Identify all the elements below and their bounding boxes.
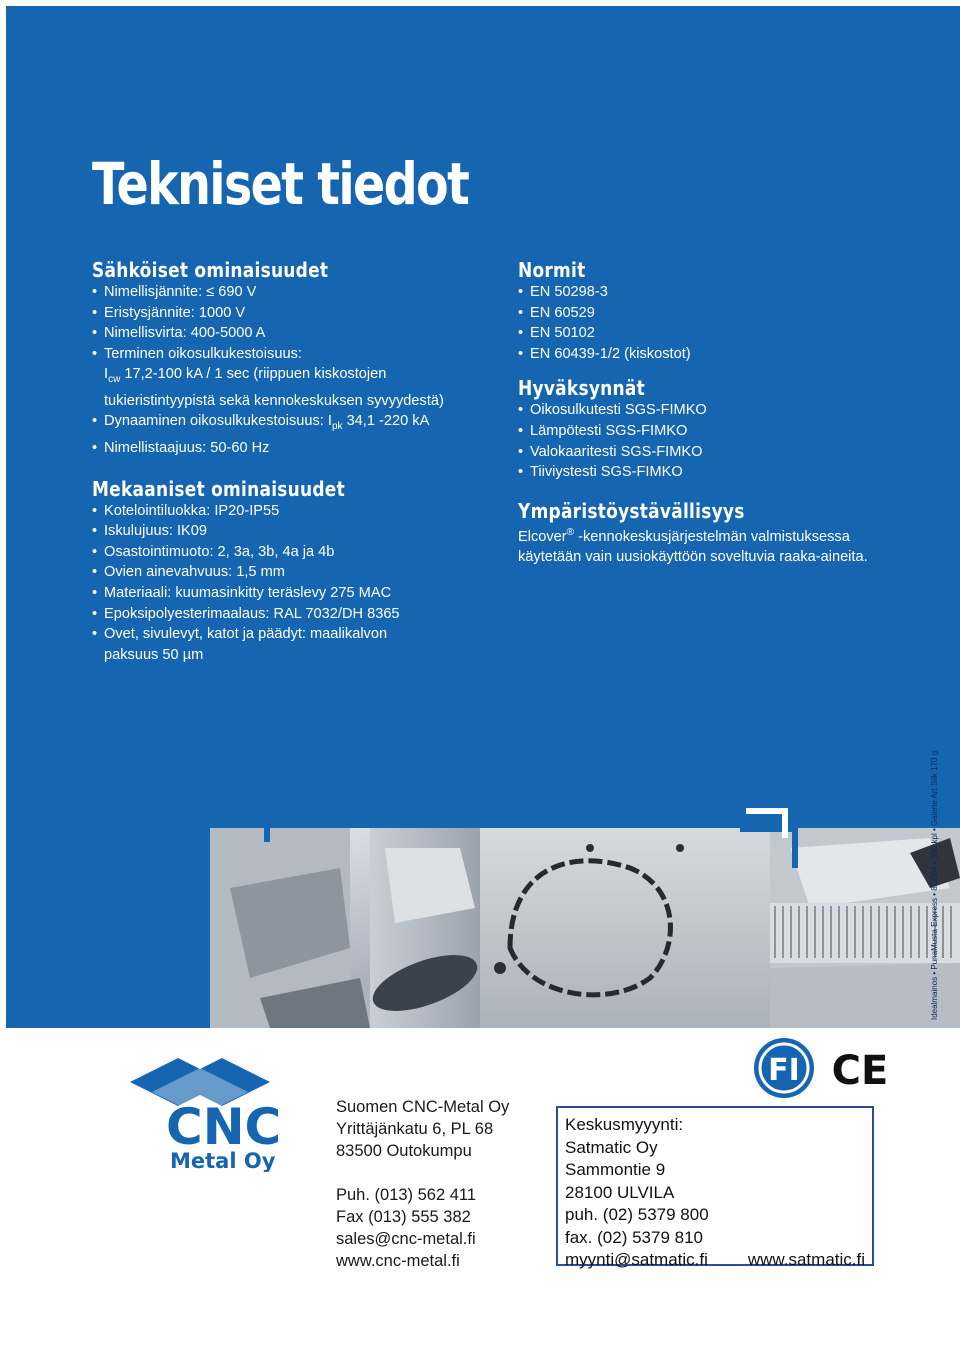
icw-text: 17,2-100 kA / 1 sec (riippuen kiskostojen bbox=[120, 366, 387, 383]
fi-mark-text: FI bbox=[768, 1053, 800, 1088]
mechanical-list bbox=[92, 501, 502, 645]
environment-heading: Ympäristöystävällisyys bbox=[518, 498, 745, 523]
dealer-fax: fax. (02) 5379 810 bbox=[565, 1227, 703, 1247]
corner-bracket bbox=[746, 808, 788, 838]
list-item: • Lämpötesti SGS-FIMKO bbox=[518, 421, 918, 442]
spacer bbox=[92, 459, 502, 477]
list-item: • Eristysjännite: 1000 V bbox=[92, 303, 502, 324]
spacer bbox=[518, 483, 918, 499]
electrical-heading: Sähköiset ominaisuudet bbox=[92, 258, 329, 282]
dynamic-suffix: 34,1 -220 kA bbox=[342, 413, 430, 430]
logo-metal-text: Metal Oy bbox=[170, 1149, 276, 1172]
approvals-list bbox=[518, 400, 918, 482]
logo-cnc-text: CNC bbox=[166, 1098, 282, 1156]
list-item: • Terminen oikosulkukestoisuus: bbox=[92, 344, 502, 365]
registered-mark: ® bbox=[566, 526, 575, 538]
icw-line-2: tukieristintyypistä sekä kennokeskuksen syvyydestä) bbox=[104, 392, 444, 409]
list-item: • Epoksipolyesterimaalaus: RAL 7032/DH 8365 bbox=[92, 604, 502, 625]
icw-line bbox=[92, 364, 502, 391]
list-item: • Materiaali: kuumasinkitty teräslevy 275 MAC bbox=[92, 583, 502, 604]
company-street: Yrittäjänkatu 6, PL 68 bbox=[336, 1120, 494, 1138]
environment-text-line-1 bbox=[518, 523, 918, 547]
approvals-heading: Hyväksynnät bbox=[518, 376, 645, 401]
list-item: • Ovien ainevahvuus: 1,5 mm bbox=[92, 562, 502, 583]
certification-graphic bbox=[752, 1036, 892, 1100]
ce-mark-text: CE bbox=[831, 1048, 889, 1094]
list-item: • Osastointimuoto: 2, 3a, 3b, 4a ja 4b bbox=[92, 542, 502, 563]
cnc-logo-graphic bbox=[118, 1052, 318, 1172]
electrical-list bbox=[92, 282, 502, 364]
electrical-list-cont bbox=[92, 411, 502, 458]
list-item: • Valokaaritesti SGS-FIMKO bbox=[518, 442, 918, 463]
list-item: • EN 50102 bbox=[518, 323, 918, 344]
list-item: • EN 60439-1/2 (kiskostot) bbox=[518, 344, 918, 365]
dealer-website[interactable]: www.satmatic.fi bbox=[747, 1250, 865, 1269]
spacer bbox=[518, 364, 918, 376]
list-item: • Tiiviystesti SGS-FIMKO bbox=[518, 462, 918, 483]
right-spec-column bbox=[518, 258, 918, 568]
dealer-label: Keskusmyyynti: bbox=[565, 1115, 684, 1134]
list-item: • Ovet, sivulevyt, katot ja päädyt: maalikalvon bbox=[92, 624, 502, 645]
environment-text: -kennokeskusjärjestelmän valmistuksessa bbox=[574, 528, 850, 545]
list-item: • EN 60529 bbox=[518, 303, 918, 324]
dynamic-prefix: Dynaaminen oikosulkukestoisuus: I bbox=[104, 413, 332, 430]
company-email[interactable]: sales@cnc-metal.fi bbox=[336, 1230, 476, 1248]
company-fax: Fax (013) 555 382 bbox=[336, 1208, 471, 1226]
company-phone: Puh. (013) 562 411 bbox=[336, 1186, 477, 1204]
list-item-continuation: paksuus 50 µm bbox=[104, 646, 204, 663]
company-name: Suomen CNC-Metal Oy bbox=[336, 1098, 510, 1116]
list-item bbox=[92, 411, 502, 438]
company-postal: 83500 Outokumpu bbox=[336, 1142, 472, 1160]
norms-heading: Normit bbox=[518, 258, 586, 282]
spacer bbox=[336, 1162, 509, 1184]
list-item: • Nimellistaajuus: 50-60 Hz bbox=[92, 438, 502, 459]
product-photo-illustration bbox=[210, 828, 960, 1028]
brand-name: Elcover bbox=[518, 528, 567, 545]
company-website[interactable]: www.cnc-metal.fi bbox=[336, 1252, 460, 1270]
icw-subscript: cw bbox=[108, 374, 121, 386]
icw-symbol: I bbox=[104, 366, 109, 383]
certification-marks bbox=[752, 1036, 892, 1100]
list-item: • Oikosulkutesti SGS-FIMKO bbox=[518, 400, 918, 421]
print-credit: Idealmainos • PunaMusta Express • 8/2004 • 500 kpl • Galerie Art Silk 170 g bbox=[930, 750, 939, 1020]
dealer-name: Satmatic Oy bbox=[565, 1137, 658, 1157]
left-spec-column bbox=[92, 258, 502, 665]
dealer-box bbox=[556, 1106, 874, 1269]
company-address bbox=[336, 1096, 509, 1272]
list-item: • Kotelointiluokka: IP20-IP55 bbox=[92, 501, 502, 522]
dealer-phone: puh. (02) 5379 800 bbox=[565, 1205, 709, 1224]
list-item: • Iskulujuus: IK09 bbox=[92, 521, 502, 542]
list-item: • Nimellisvirta: 400-5000 A bbox=[92, 323, 502, 344]
product-photo bbox=[210, 828, 960, 1028]
norms-list bbox=[518, 282, 918, 364]
cnc-metal-logo bbox=[118, 1052, 318, 1172]
page-title: Tekniset tiedot bbox=[92, 150, 469, 218]
list-item: • Nimellisjännite: ≤ 690 V bbox=[92, 282, 502, 303]
dealer-email[interactable]: myynti@satmatic.fi bbox=[565, 1250, 708, 1269]
environment-text-line-2: käytetään vain uusiokäyttöön soveltuvia raaka-aineita. bbox=[518, 549, 868, 566]
dealer-postal: 28100 ULVILA bbox=[565, 1182, 675, 1202]
list-item: • EN 50298-3 bbox=[518, 282, 918, 303]
dealer-contact-row bbox=[565, 1249, 865, 1272]
corner-bracket bbox=[212, 800, 270, 842]
ipk-subscript: pk bbox=[331, 421, 343, 433]
dealer-street: Sammontie 9 bbox=[565, 1160, 666, 1179]
mechanical-heading: Mekaaniset ominaisuudet bbox=[92, 476, 345, 501]
